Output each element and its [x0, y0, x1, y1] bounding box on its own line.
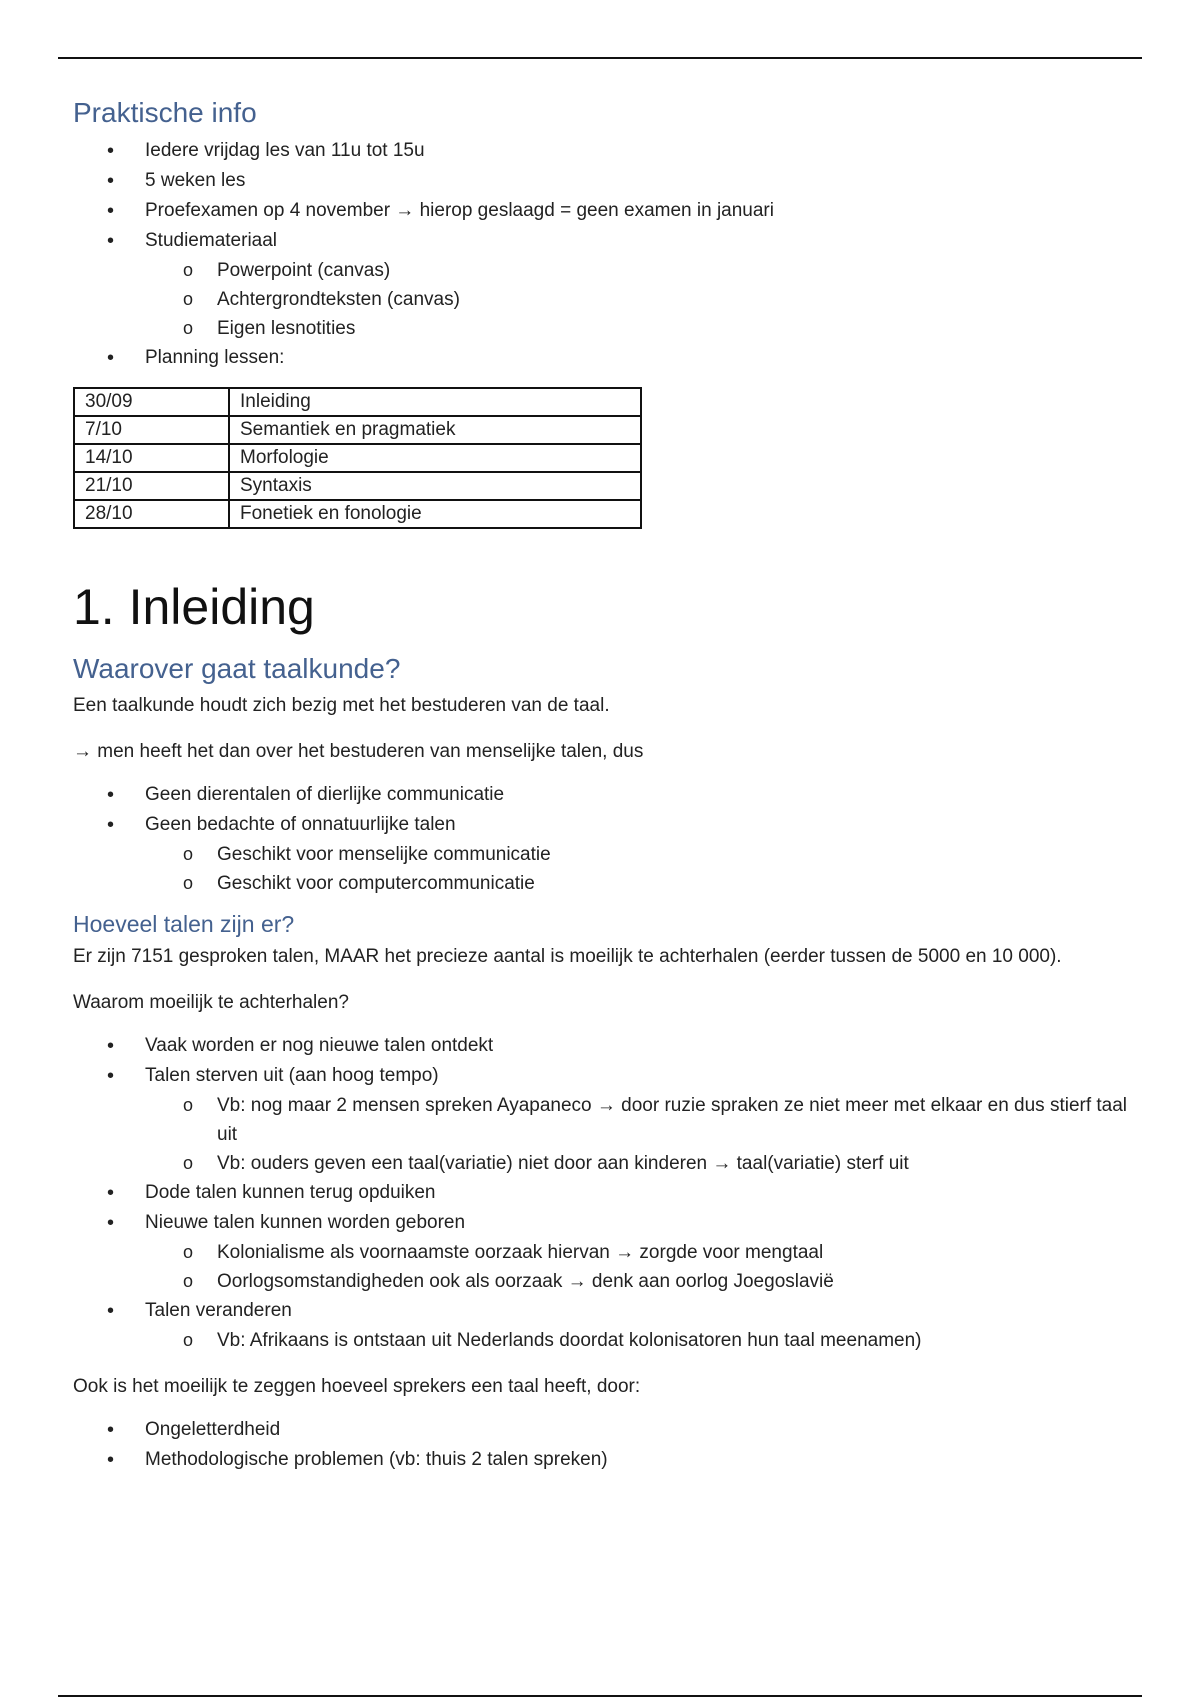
table-row	[74, 444, 641, 472]
circle-bullet-icon: o	[183, 844, 194, 864]
heading-waarover: Waarover gaat taalkunde?	[73, 653, 401, 684]
table-cell-date: 28/10	[74, 500, 229, 528]
bullet-icon: •	[107, 784, 115, 806]
bullet-icon: •	[107, 170, 115, 192]
paragraph: Waarom moeilijk te achterhalen?	[73, 991, 349, 1013]
sub-list-item: o Vb: ouders geven een taal(variatie) niet door aan kinderen → taal(variatie) sterf uit	[73, 1149, 1143, 1178]
paragraph: → men heeft het dan over het bestuderen van menselijke talen, dus	[73, 741, 644, 762]
bullet-icon: •	[107, 230, 115, 252]
table-cell-topic: Morfologie	[229, 444, 641, 472]
list-praktische	[73, 136, 1143, 373]
heading-praktische-info: Praktische info	[73, 97, 257, 128]
document-body	[73, 95, 1143, 1475]
list-item: • Studiemateriaal o Powerpoint (canvas) o Achtergrondteksten (canvas) o Eigen lesnotities	[73, 226, 1143, 343]
list-item: • Nieuwe talen kunnen worden geboren o Kolonialisme als voornaamste oorzaak hiervan → zorgde voor mengtaal o Oorlogsomstandigheden ook als oorzaak → denk aan oorlog Joegoslavië	[73, 1208, 1143, 1296]
circle-bullet-icon: o	[183, 1329, 194, 1350]
sublist-studiemateriaal	[145, 256, 1143, 343]
table-cell-date: 7/10	[74, 416, 229, 444]
circle-bullet-icon: o	[183, 1241, 194, 1262]
sub-list-item: o Oorlogsomstandigheden ook als oorzaak → denk aan oorlog Joegoslavië	[73, 1267, 1143, 1296]
bullet-icon: •	[107, 200, 115, 222]
table-cell-topic: Fonetiek en fonologie	[229, 500, 641, 528]
planning-table	[73, 387, 642, 529]
sub-list-item: o Geschikt voor computercommunicatie	[73, 869, 1143, 898]
sub-list-item: o Vb: nog maar 2 mensen spreken Ayapaneco → door ruzie spraken ze niet meer met elkaar en dus stierf taal uit	[73, 1091, 1143, 1149]
list-item: • Methodologische problemen (vb: thuis 2 talen spreken)	[73, 1445, 1143, 1475]
table-cell-date: 14/10	[74, 444, 229, 472]
sublist-veranderen	[145, 1326, 1143, 1355]
list-item: • Dode talen kunnen terug opduiken	[73, 1178, 1143, 1208]
list-item: • Vaak worden er nog nieuwe talen ontdekt	[73, 1031, 1143, 1061]
circle-bullet-icon: o	[183, 289, 194, 309]
bullet-icon: •	[107, 1034, 115, 1057]
sub-list-item: o Powerpoint (canvas)	[73, 256, 1143, 285]
circle-bullet-icon: o	[183, 1152, 194, 1173]
table-cell-date: 30/09	[74, 388, 229, 416]
list-item: • Talen sterven uit (aan hoog tempo) o Vb: nog maar 2 mensen spreken Ayapaneco → door ruzie spraken ze niet meer met elkaar en dus stierf taal uit o Vb: ouders geven een taal(variatie) niet door aan kinderen → taal(variatie) sterf uit	[73, 1061, 1143, 1178]
heading-hoeveel: Hoeveel talen zijn er?	[73, 911, 295, 937]
footer-rule	[58, 1695, 1142, 1697]
bullet-icon: •	[107, 1448, 115, 1471]
bullet-icon: •	[107, 814, 115, 836]
sub-list-item: o Vb: Afrikaans is ontstaan uit Nederlands doordat kolonisatoren hun taal meenamen)	[73, 1326, 1143, 1355]
list-item: • Talen veranderen o Vb: Afrikaans is ontstaan uit Nederlands doordat kolonisatoren hun taal meenamen)	[73, 1296, 1143, 1355]
list-hoeveel	[73, 1031, 1143, 1355]
sublist-geboren	[145, 1238, 1143, 1296]
table-cell-date: 21/10	[74, 472, 229, 500]
list-sprekers	[73, 1415, 1143, 1475]
list-item: • Geen bedachte of onnatuurlijke talen o Geschikt voor menselijke communicatie o Geschikt voor computercommunicatie	[73, 810, 1143, 898]
list-item: • Ongeletterdheid	[73, 1415, 1143, 1445]
list-item: • 5 weken les	[73, 166, 1143, 196]
circle-bullet-icon: o	[183, 318, 194, 338]
table-row	[74, 416, 641, 444]
list-item: • Planning lessen:	[73, 343, 1143, 373]
bullet-icon: •	[107, 1181, 115, 1204]
circle-bullet-icon: o	[183, 1094, 194, 1115]
sub-list-item: o Eigen lesnotities	[73, 314, 1143, 343]
circle-bullet-icon: o	[183, 873, 194, 893]
sublist-sterven	[145, 1091, 1143, 1178]
bullet-icon: •	[107, 1299, 115, 1322]
sub-list-item: o Achtergrondteksten (canvas)	[73, 285, 1143, 314]
sub-list-item: o Kolonialisme als voornaamste oorzaak hiervan → zorgde voor mengtaal	[73, 1238, 1143, 1267]
bullet-icon: •	[107, 1418, 115, 1441]
list-item: • Proefexamen op 4 november → hierop geslaagd = geen examen in januari	[73, 196, 1143, 226]
circle-bullet-icon: o	[183, 260, 194, 280]
paragraph: Er zijn 7151 gesproken talen, MAAR het precieze aantal is moeilijk te achterhalen (eerder tussen de 5000 en 10 000).	[73, 945, 1062, 967]
chapter-title: 1. Inleiding	[73, 579, 315, 635]
table-row	[74, 388, 641, 416]
sub-list-item: o Geschikt voor menselijke communicatie	[73, 840, 1143, 869]
table-cell-topic: Syntaxis	[229, 472, 641, 500]
bullet-icon: •	[107, 1211, 115, 1234]
list-waarover	[73, 780, 1143, 898]
bullet-icon: •	[107, 1064, 115, 1087]
header-rule	[58, 57, 1142, 59]
circle-bullet-icon: o	[183, 1270, 194, 1291]
paragraph: Ook is het moeilijk te zeggen hoeveel sprekers een taal heeft, door:	[73, 1375, 641, 1397]
list-item: • Iedere vrijdag les van 11u tot 15u	[73, 136, 1143, 166]
table-row	[74, 500, 641, 528]
bullet-icon: •	[107, 140, 115, 162]
bullet-icon: •	[107, 347, 115, 369]
table-cell-topic: Inleiding	[229, 388, 641, 416]
paragraph: Een taalkunde houdt zich bezig met het bestuderen van de taal.	[73, 695, 610, 716]
sublist-bedachte-talen	[145, 840, 1143, 898]
table-row	[74, 472, 641, 500]
list-item: • Geen dierentalen of dierlijke communicatie	[73, 780, 1143, 810]
table-cell-topic: Semantiek en pragmatiek	[229, 416, 641, 444]
